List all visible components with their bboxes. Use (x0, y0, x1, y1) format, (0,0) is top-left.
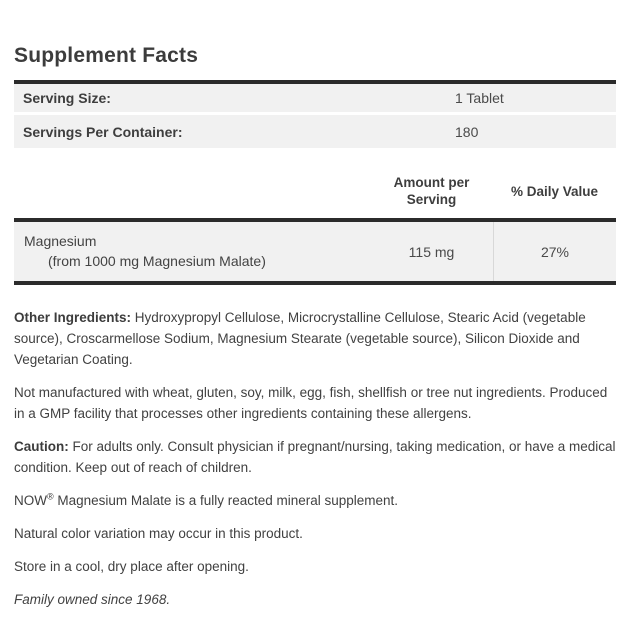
amount-per-serving-header (370, 174, 493, 208)
amount-header-line2: Serving (406, 192, 457, 207)
brand-statement (14, 490, 616, 511)
nutrient-name: Magnesium (24, 233, 97, 249)
servings-per-container-row (14, 115, 616, 148)
nutrient-name-cell (14, 222, 370, 281)
nutrient-table (14, 218, 616, 285)
nutrient-table-header (14, 164, 616, 218)
brand-statement-text: Magnesium Malate is a fully reacted mineral supplement. (53, 493, 399, 508)
serving-size-row (14, 84, 616, 112)
serving-size-label: Serving Size: (23, 90, 111, 106)
servings-per-container-label: Servings Per Container: (23, 123, 183, 140)
serving-info (14, 84, 616, 148)
caution-label: Caution: (14, 439, 69, 454)
panel-title: Supplement Facts (14, 44, 199, 67)
amount-header-line1: Amount per (393, 175, 470, 190)
family-owned-tagline: Family owned since 1968. (14, 592, 171, 607)
registered-trademark-mark: ® (47, 491, 54, 502)
daily-value-header: % Daily Value (510, 183, 599, 199)
brand-name: NOW (14, 493, 47, 508)
nutrient-amount-cell: 115 mg (408, 243, 455, 260)
storage-instructions: Store in a cool, dry place after opening. (14, 559, 249, 574)
label-paragraphs (14, 307, 616, 610)
color-variation-note: Natural color variation may occur in this product. (14, 526, 303, 541)
serving-size-value: 1 Tablet (455, 90, 504, 106)
nutrient-row-magnesium (14, 222, 616, 281)
allergen-statement: Not manufactured with wheat, gluten, soy, milk, egg, fish, shellfish or tree nut ingredients. Produced in a GMP facility that processes other ingredients containing these allergens. (14, 385, 608, 421)
other-ingredients-paragraph (14, 307, 616, 370)
caution-paragraph (14, 436, 616, 478)
servings-per-container-value: 180 (455, 123, 479, 140)
other-ingredients-label: Other Ingredients: (14, 310, 132, 325)
other-ingredients-text: Hydroxypropyl Cellulose, Microcrystalline Cellulose, Stearic Acid (vegetable source), Croscarmellose Sodium, Magnesium Stearate (vegetable source), Silicon Dioxide and Vegetarian Coating. (14, 310, 586, 367)
nutrient-daily-value-cell: 27% (493, 222, 616, 281)
nutrient-source-detail: (from 1000 mg Magnesium Malate) (48, 253, 266, 269)
caution-text: For adults only. Consult physician if pregnant/nursing, taking medication, or have a medical condition. Keep out of reach of children. (14, 439, 616, 475)
